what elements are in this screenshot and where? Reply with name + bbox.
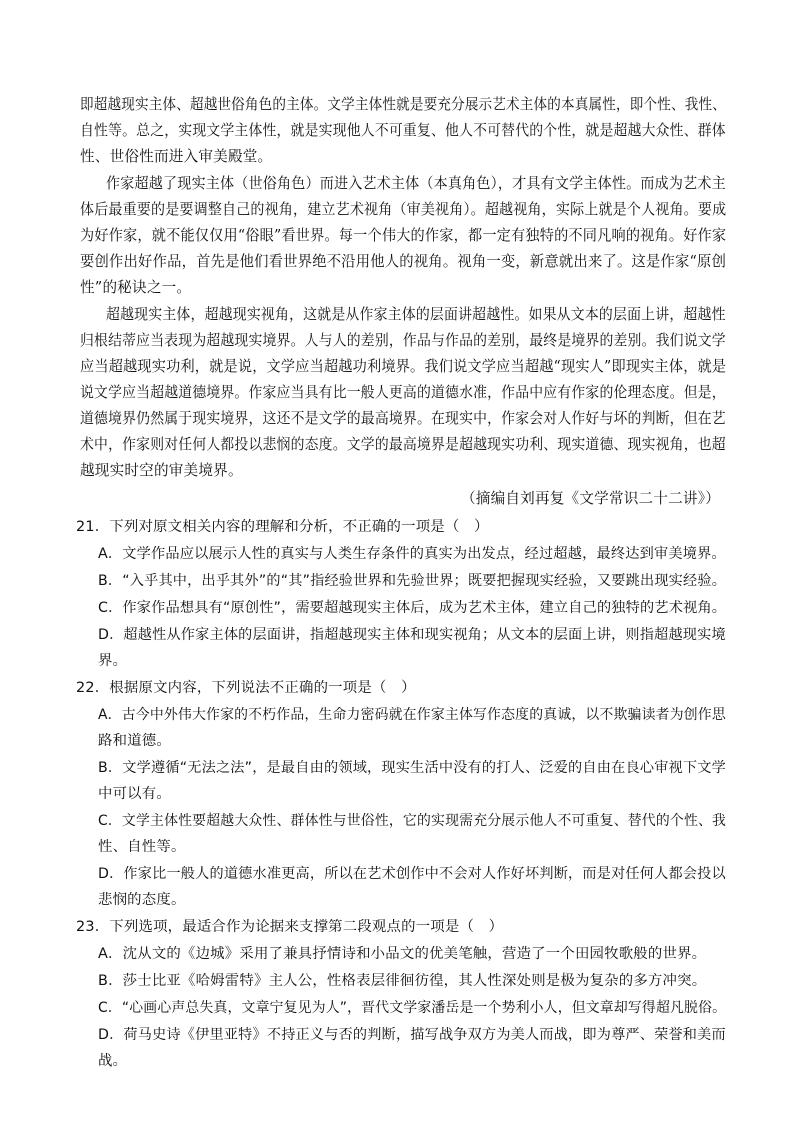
question-title: 23．下列选项，最适合作为论据来支撑第二段观点的一项是（ ） — [76, 919, 504, 935]
passage-line: 术中，作家则对任何人都投以悲悯的态度。文学的最高境界是超越现实功利、现实道德、现实视角，也超 — [80, 436, 726, 453]
option-b[interactable]: B．“入乎其中，出乎其外”的“其”指经验世界和先验世界；既要把握现实经验，又要跳出现实经验。 — [98, 573, 727, 589]
option-d[interactable]: D．作家比一般人的道德水准更高，所以在艺术创作中不会对人作好坏判断，而是对任何人都会投以 — [98, 866, 726, 882]
option-c-continued[interactable]: 性、自性等。 — [98, 839, 186, 855]
option-d[interactable]: D．超越性从作家主体的层面讲，指超越现实主体和现实视角；从文本的层面上讲，则指超越现实境 — [98, 627, 726, 643]
passage-line: 为好作家，就不能仅仅用“俗眼”看世界。每一个伟大的作家，都一定有独特的不同凡响的视角。好作家 — [80, 227, 727, 244]
option-c[interactable]: C．“心画心声总失真，文章宁复见为人”，晋代文学家潘岳是一个势利小人，但文章却写得超凡脱俗。 — [98, 1000, 727, 1016]
passage-line: 说文学应当超越道德境界。作家应当具有比一般人更高的道德水准，作品中应有作家的伦理态度。但是， — [80, 384, 726, 401]
option-b[interactable]: B．文学遵循“无法之法”，是最自由的领域，现实生活中没有的打人、泛爱的自由在良心审视下文学 — [98, 760, 726, 776]
option-a[interactable]: A．古今中外伟大作家的不朽作品，生命力密码就在作家主体写作态度的真诚，以不欺骗读者为创作思 — [98, 707, 726, 723]
option-d-continued[interactable]: 悲悯的态度。 — [98, 892, 186, 908]
passage-line: 性”的秘诀之一。 — [80, 279, 192, 296]
option-b-continued[interactable]: 中可以有。 — [98, 786, 171, 802]
option-c[interactable]: C．作家作品想具有“原创性”，需要超越现实主体后，成为艺术主体，建立自己的独特的艺术视角。 — [98, 600, 727, 616]
passage-line: 自性等。总之，实现文学主体性，就是实现他人不可重复、他人不可替代的个性，就是超越大众性、群体 — [80, 122, 726, 139]
passage-source: （摘编自刘再复《文学常识二十二讲》） — [461, 490, 720, 507]
passage-line: 作家超越了现实主体（世俗角色）而进入艺术主体（本真角色），才具有文学主体性。而成为艺术主 — [106, 175, 726, 192]
passage-line: 越现实时空的审美境界。 — [80, 462, 243, 479]
passage-line: 归根结蒂应当表现为超越现实境界。人与人的差别，作品与作品的差别，最终是境界的差别。我们说文学 — [80, 332, 726, 349]
option-a[interactable]: A．沈从文的《边城》采用了兼具抒情诗和小品文的优美笔触，营造了一个田园牧歌般的世界。 — [98, 946, 707, 962]
passage-line: 应当超越现实功利，就是说，文学应当超越功利境界。我们说文学应当超越“现实人”即现实主体，就是 — [80, 358, 727, 375]
option-a[interactable]: A．文学作品应以展示人性的真实与人类生存条件的真实为出发点，经过超越，最终达到审美境界。 — [98, 546, 726, 562]
option-a-continued[interactable]: 路和道德。 — [98, 733, 171, 749]
passage-line: 体后最重要的是要调整自己的视角，建立艺术视角（审美视角）。超越视角，实际上就是个人视角。要成 — [80, 201, 727, 218]
option-d-continued[interactable]: 界。 — [98, 653, 128, 669]
passage-line: 要创作出好作品，首先是他们看世界绝不沿用他人的视角。视角一变，新意就出来了。这是作家“原创 — [80, 253, 727, 270]
question-title: 22．根据原文内容，下列说法不正确的一项是（ ） — [76, 680, 416, 696]
option-c[interactable]: C．文学主体性要超越大众性、群体性与世俗性，它的实现需充分展示他人不可重复、替代的个性、我 — [98, 813, 727, 829]
passage-line: 超越现实主体，超越现实视角，这就是从作家主体的层面讲超越性。如果从文本的层面上讲，超越性 — [106, 306, 726, 323]
passage-line: 即超越现实主体、超越世俗角色的主体。文学主体性就是要充分展示艺术主体的本真属性，即个性、我性、 — [80, 96, 726, 113]
option-d-continued[interactable]: 战。 — [98, 1053, 128, 1069]
passage-line: 道德境界仍然属于现实境界，这还不是文学的最高境界。在现实中，作家会对人作好与坏的判断，但在艺 — [80, 410, 726, 427]
passage-line: 性、世俗性而进入审美殿堂。 — [80, 148, 273, 165]
option-b[interactable]: B．莎士比亚《哈姆雷特》主人公，性格表层徘徊彷徨，其人性深处则是极为复杂的多方冲突。 — [98, 973, 707, 989]
question-title: 21．下列对原文相关内容的理解和分析，不正确的一项是（ ） — [76, 519, 489, 535]
option-d[interactable]: D．荷马史诗《伊里亚特》不持正义与否的判断，描写战争双方为美人而战，即为尊严、荣誉和美而 — [98, 1027, 726, 1043]
